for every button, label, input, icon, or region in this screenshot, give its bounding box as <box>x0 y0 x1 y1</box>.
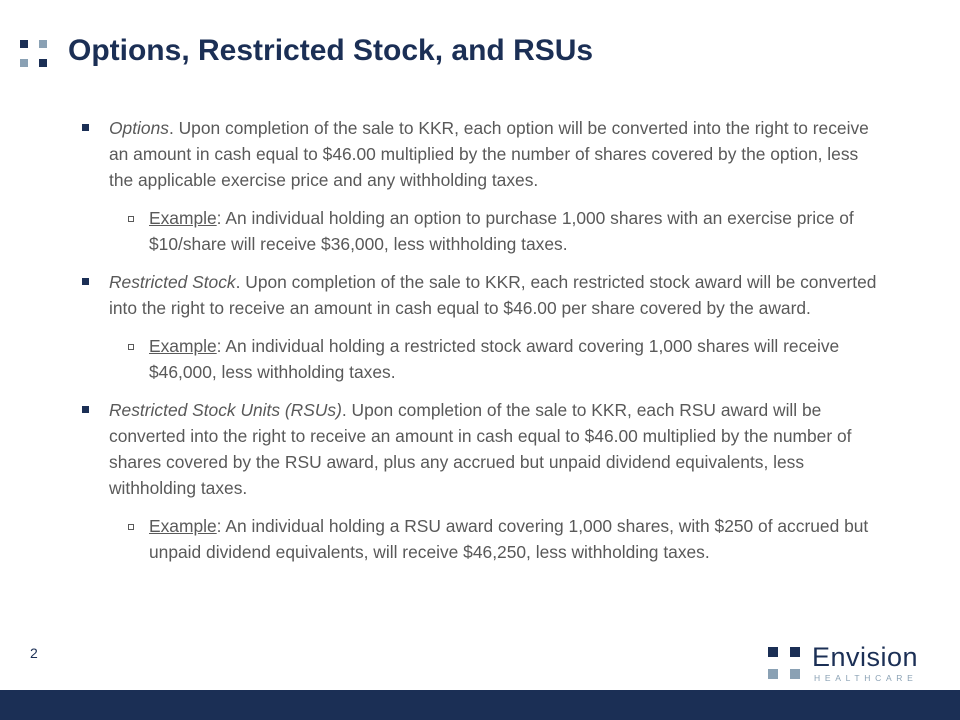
hollow-square-bullet-icon <box>128 216 134 222</box>
bullet-text: . Upon completion of the sale to KKR, each RSU award will be converted into the right to receive an amount in cash equal to $46.00 multiplied by the number of shares covered by the RSU award, plus any accrued but unpaid dividend equivalents, less withholding taxes. <box>109 400 852 498</box>
example-label: Example <box>149 516 217 536</box>
sub-bullet-rsus-example <box>80 513 880 565</box>
example-label: Example <box>149 208 217 228</box>
square-bullet-icon <box>82 124 89 131</box>
logo-square-icon <box>768 669 778 679</box>
hollow-square-bullet-icon <box>128 524 134 530</box>
title-grid-icon <box>20 40 50 70</box>
square-bullet-icon <box>82 278 89 285</box>
logo-square-icon <box>790 669 800 679</box>
bullet-list <box>80 115 880 577</box>
hollow-square-bullet-icon <box>128 344 134 350</box>
sub-bullet-restricted-stock-example <box>80 333 880 385</box>
logo-square-icon <box>768 647 778 657</box>
example-label: Example <box>149 336 217 356</box>
bullet-lead: Restricted Stock <box>109 272 236 292</box>
company-logo <box>768 642 928 685</box>
example-text: : An individual holding an option to purchase 1,000 shares with an exercise price of $10/share will receive $36,000, less withholding taxes. <box>149 208 854 254</box>
bullet-options <box>80 115 880 193</box>
example-text: : An individual holding a restricted stock award covering 1,000 shares will receive $46,000, less withholding taxes. <box>149 336 840 382</box>
example-text: : An individual holding a RSU award covering 1,000 shares, with $250 of accrued but unpaid dividend equivalents, will receive $46,250, less withholding taxes. <box>149 516 869 562</box>
bullet-text: . Upon completion of the sale to KKR, each option will be converted into the right to receive an amount in cash equal to $46.00 multiplied by the number of shares covered by the option, less the applicable exercise price and any withholding taxes. <box>109 118 869 190</box>
bullet-lead: Restricted Stock Units (RSUs) <box>109 400 342 420</box>
bullet-restricted-stock <box>80 269 880 321</box>
bullet-rsus <box>80 397 880 501</box>
bullet-lead: Options <box>109 118 169 138</box>
page-title: Options, Restricted Stock, and RSUs <box>68 34 594 67</box>
logo-brand-text: Envision <box>812 642 919 672</box>
square-bullet-icon <box>82 406 89 413</box>
page-number: 2 <box>30 645 38 661</box>
logo-sub-text: HEALTHCARE <box>814 673 918 683</box>
sub-bullet-options-example <box>80 205 880 257</box>
logo-square-icon <box>790 647 800 657</box>
footer-bar <box>0 690 960 720</box>
bullet-text: . Upon completion of the sale to KKR, each restricted stock award will be converted into the right to receive an amount in cash equal to $46.00 per share covered by the award. <box>109 272 877 318</box>
